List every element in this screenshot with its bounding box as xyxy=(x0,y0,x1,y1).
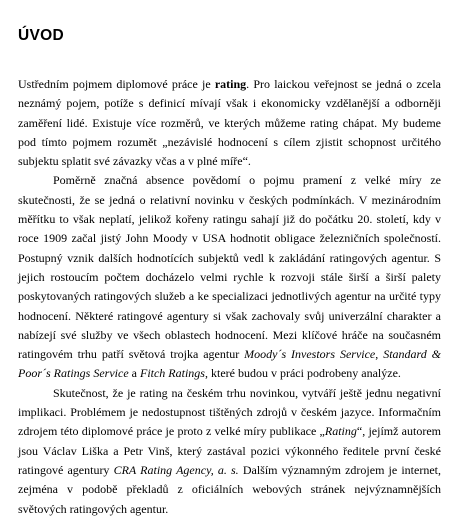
paragraph-1-text-end: . Pro laickou veřejnost se jedná o zcela neznámý pojem, potíže s definicí mívají však i ekonomicky vzdělanější a odborněji zaměření lidé. Existuje více rozměrů, ve kterých můžeme rating chápat. My budeme pod tímto pojmem rozumět „nezávislé hodnocení s cílem zjistit schopnost určitého subjektu splatit své závazky včas a v plné míře“. xyxy=(18,77,441,169)
agency-cra: CRA Rating Agency, a. s. xyxy=(113,462,239,477)
section-heading: ÚVOD xyxy=(18,27,64,44)
separator-and: a xyxy=(128,366,140,381)
paragraph-1 xyxy=(18,75,441,171)
agency-fitch: Fitch Ratings xyxy=(139,366,205,381)
paragraph-2-text-start: Poměrně značná absence povědomí o pojmu pramení z velké míry ze skutečnosti, že se jedná o relativní novinku v českých podmínkách. V mezinárodním měřítku to však neplatí, jelikož kořeny ratingu sahají již do počátku 20. století, kdy v roce 1909 začal jistý John Moody v USA hodnotit obligace železničních společností. Postupný vznik dalších hodnotících subjektů vedl k zakládání ratingových agentur. S jejich rostoucím počtem docházelo velmi rychle k rozvoji stále širší a širší palety poskytovaných ratingových služeb a ke specializaci jednotlivých agentur na určité typy hodnocení. Některé ratingové agentury si však zachovaly svůj univerzální charakter a nabízejí své služby ve všech oblastech hodnocení. Mezi klíčové hráče na současném ratingovém trhu patří světová trojka agentur xyxy=(18,173,441,362)
section-body xyxy=(18,75,441,519)
paragraph-3-text-middle: “, jejímž autorem jsou Václav Liška a Petr Vinš, který zastával pozici výkonného ředitele první české ratingové agentury xyxy=(18,424,441,477)
paragraph-3-text-start: Skutečnost, že je rating na českém trhu novinkou, vytváří ještě jednu negativní implikaci. Problémem je nedostupnost tištěných zdrojů v českém jazyce. Informačním zdrojem této diplomové práce je proto z velké míry publikace „ xyxy=(18,385,441,439)
paragraph-2 xyxy=(18,171,441,383)
paragraph-2-text-end: , které budou v práci podrobeny analýze. xyxy=(204,366,401,381)
paragraph-3 xyxy=(18,384,441,519)
paragraph-3-text-end: Dalším významným zdrojem je internet, zejména v podobě překladů z oficiálních webových stránek nejvýznamnějších světových ratingových agentur. xyxy=(18,462,441,516)
separator-comma: , xyxy=(375,347,384,362)
agency-standard-poors: Standard & Poor´s Ratings Service xyxy=(18,347,441,381)
agency-moodys: Moody´s Investors Service xyxy=(244,347,376,362)
book-title-rating: Rating xyxy=(324,424,357,439)
key-term-rating: rating xyxy=(214,77,247,91)
paragraph-1-text-start: Ustředním pojmem diplomové práce je xyxy=(18,77,215,91)
